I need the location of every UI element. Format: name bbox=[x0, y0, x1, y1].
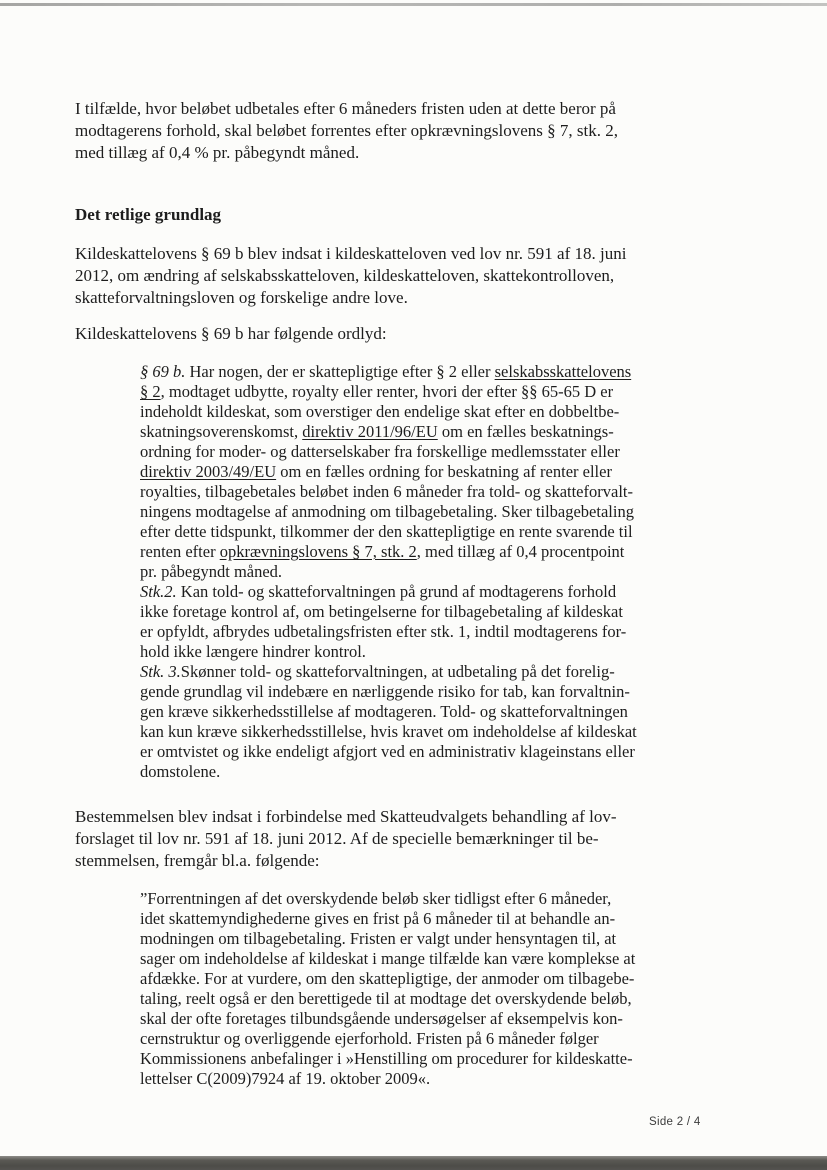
text-line: ordning for moder- og datterselskaber fra forskellige medlemsstater eller bbox=[140, 442, 620, 461]
text-line: ”Forrentningen af det overskydende beløb sker tidligst efter 6 måneder, bbox=[140, 889, 612, 908]
text-line: renten efter opkrævningslovens § 7, stk. 2, med tillæg af 0,4 procentpoint bbox=[140, 542, 625, 561]
text-line: Stk. 3.Skønner told- og skatteforvaltningen, at udbetaling på det forelig- bbox=[140, 662, 615, 681]
text-line: indeholdt kildeskat, som overstiger den endelige skat efter en dobbeltbe- bbox=[140, 402, 620, 421]
quote-block bbox=[140, 889, 755, 1089]
text-line: gen kræve sikkerhedsstillelse af modtageren. Told- og skatteforvaltningen bbox=[140, 702, 628, 721]
text-line: skal der ofte foretages tilbundsgående undersøgelser af eksempelvis kon- bbox=[140, 1009, 623, 1028]
text-line: skatningsoverenskomst, direktiv 2011/96/EU om en fælles beskatnings- bbox=[140, 422, 614, 441]
text-line: kan kun kræve sikkerhedsstillelse, hvis kravet om indeholdelse af kildeskat bbox=[140, 722, 637, 741]
text-line: § 2, modtaget udbytte, royalty eller renter, hvori der efter §§ 65-65 D er bbox=[140, 382, 614, 401]
text-line: § 69 b. Har nogen, der er skattepligtige efter § 2 eller selskabsskattelovens bbox=[140, 362, 632, 381]
text-line: gende grundlag vil indebære en nærliggende risiko for tab, kan forvaltnin- bbox=[140, 682, 630, 701]
text-line: taling, reelt også er den berettigede til at modtage det overskydende beløb, bbox=[140, 989, 632, 1008]
text-line: er omtvistet og ikke endeligt afgjort ved en administrativ klageinstans eller bbox=[140, 742, 635, 761]
text-line: Kildeskattelovens § 69 b har følgende ordlyd: bbox=[75, 324, 387, 343]
text-line: lettelser C(2009)7924 af 19. oktober 2009«. bbox=[140, 1069, 431, 1088]
text-line: hold ikke længere hindrer kontrol. bbox=[140, 642, 366, 661]
text-line: ningens modtagelse af anmodning om tilbagebetaling. Sker tilbagebetaling bbox=[140, 502, 634, 521]
text-line: domstolene. bbox=[140, 762, 221, 781]
text-line: modtagerens forhold, skal beløbet forrentes efter opkrævningslovens § 7, stk. 2, bbox=[75, 121, 618, 140]
text-line: I tilfælde, hvor beløbet udbetales efter 6 måneders fristen uden at dette beror på bbox=[75, 99, 616, 118]
text-line: stemmelsen, fremgår bl.a. følgende: bbox=[75, 851, 320, 870]
text-line: Bestemmelsen blev indsat i forbindelse med Skatteudvalgets behandling af lov- bbox=[75, 807, 617, 826]
section-heading bbox=[75, 204, 755, 226]
text-line: efter dette tidspunkt, tilkommer der den skattepligtige en rente svarende til bbox=[140, 522, 633, 541]
paragraph bbox=[75, 806, 755, 872]
text-line: forslaget til lov nr. 591 af 18. juni 2012. Af de specielle bemærkninger til be- bbox=[75, 829, 599, 848]
text-line: 2012, om ændring af selskabsskatteloven, kildeskatteloven, skattekontrolloven, bbox=[75, 266, 615, 285]
document-content bbox=[75, 98, 755, 1089]
text-line: er opfyldt, afbrydes udbetalingsfristen efter stk. 1, indtil modtagerens for- bbox=[140, 622, 627, 641]
text-line: afdække. For at vurdere, om den skattepligtige, der anmoder om tilbagebe- bbox=[140, 969, 635, 988]
text-line: Kommissionens anbefalinger i »Henstilling om procedurer for kildeskatte- bbox=[140, 1049, 633, 1068]
paragraph bbox=[75, 243, 755, 309]
text-line: ikke foretage kontrol af, om betingelserne for tilbagebetaling af kildeskat bbox=[140, 602, 623, 621]
text-line: Det retlige grundlag bbox=[75, 205, 222, 224]
text-line: modningen om tilbagebetaling. Fristen er valgt under hensyntagen til, at bbox=[140, 929, 617, 948]
paragraph bbox=[75, 323, 755, 345]
footer-page-number: Side 2 / 4 bbox=[649, 1116, 701, 1128]
text-line: med tillæg af 0,4 % pr. påbegyndt måned. bbox=[75, 143, 360, 162]
scan-top-edge-line bbox=[0, 3, 827, 6]
text-line: royalties, tilbagebetales beløbet inden 6 måneder fra told- og skatteforvalt- bbox=[140, 482, 633, 501]
text-line: direktiv 2003/49/EU om en fælles ordning for beskatning af renter eller bbox=[140, 462, 612, 481]
text-line: sager om indeholdelse af kildeskat i mange tilfælde kan være komplekse at bbox=[140, 949, 636, 968]
scan-bottom-bar bbox=[0, 1156, 827, 1170]
quote-block bbox=[140, 362, 755, 782]
text-line: Stk.2. Kan told- og skatteforvaltningen på grund af modtagerens forhold bbox=[140, 582, 617, 601]
text-line: Kildeskattelovens § 69 b blev indsat i kildeskatteloven ved lov nr. 591 af 18. juni bbox=[75, 244, 627, 263]
paragraph bbox=[75, 98, 755, 164]
text-line: skatteforvaltningsloven og forskelige andre love. bbox=[75, 288, 408, 307]
text-line: idet skattemyndighederne gives en frist på 6 måneder til at behandle an- bbox=[140, 909, 616, 928]
text-line: pr. påbegyndt måned. bbox=[140, 562, 283, 581]
text-line: cernstruktur og overliggende ejerforhold. Fristen på 6 måneder følger bbox=[140, 1029, 599, 1048]
